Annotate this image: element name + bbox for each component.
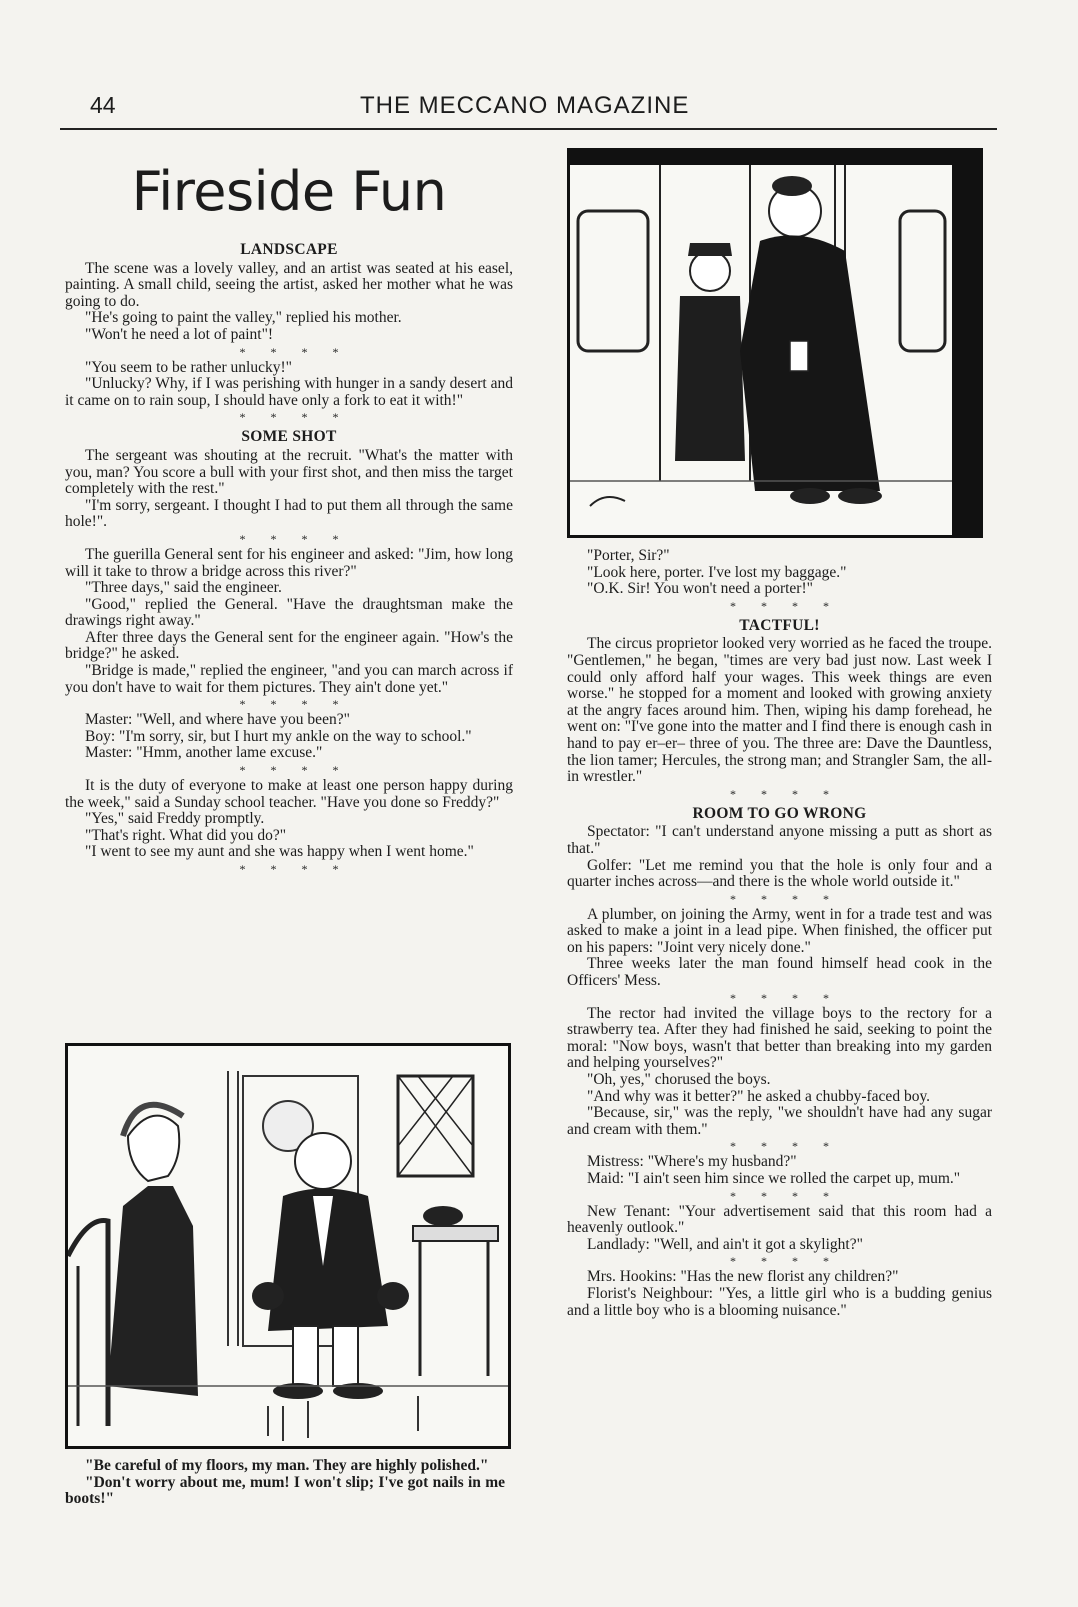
paragraph: "Because, sir," was the reply, "we shouldn't have had any sugar and cream with them." — [567, 1104, 992, 1138]
paragraph: After three days the General sent for the engineer again. "How's the bridge?" he asked. — [65, 628, 513, 663]
paragraph: "O.K. Sir! You won't need a porter!" — [587, 580, 813, 598]
paragraph: The circus proprietor looked very worried as he faced the troupe. "Gentlemen," he began, "times are very bad just now. Last week I could only afford half your wages. This week things are even worse." he stopped for a moment and looked with growing anxiety at the angry faces around him. Then, wiping his damp forehead, he went on: "I've gone into the matter and I find there is enough cash in hand to pay er–er– three of you. The three are: Dave the Dauntless, the lion tamer; Hercules, the strong man; and Strangler Sam, the all-in wrestler." — [567, 635, 992, 786]
paragraph: "And why was it better?" he asked a chubby-faced boy. — [587, 1087, 931, 1105]
paragraph: The sergeant was shouting at the recruit. "What's the matter with you, man? You score a bull with your first shot, and then miss the target completely with the rest." — [65, 446, 513, 498]
separator-stars: * * * * — [239, 763, 339, 778]
page-title: Fireside Fun — [131, 160, 447, 223]
cartoon-caption-left — [65, 1458, 505, 1508]
separator-stars: * * * * — [239, 697, 339, 712]
paragraph: "Bridge is made," replied the engineer, "and you can march across if you don't have to wait for them pictures. They ain't done yet." — [65, 662, 513, 696]
caption-line: "Don't worry about me, mum! I won't slip; I've got nails in me boots!" — [65, 1473, 505, 1508]
caption-line: "Be careful of my floors, my man. They are highly polished." — [85, 1457, 489, 1474]
paragraph: A plumber, on joining the Army, went in for a trade test and was asked to make a joint in a lead pipe. When finished, the officer put on his papers: "Joint very nicely done." — [567, 905, 992, 956]
paragraph: "Won't he need a lot of paint"! — [85, 325, 274, 343]
page-number: 44 — [90, 92, 116, 118]
heading-some-shot: SOME SHOT — [241, 428, 337, 446]
paragraph: Master: "Well, and where have you been?" — [85, 711, 350, 729]
paragraph: "Porter, Sir?" — [587, 547, 670, 564]
separator-stars: * * * * — [730, 598, 829, 613]
paragraph: Boy: "I'm sorry, sir, but I hurt my ankle on the way to school." — [85, 727, 472, 745]
paragraph: The rector had invited the village boys to the rectory for a strawberry tea. After they had finished he said, seeking to point the moral: "Now boys, wasn't that better than breaking into my garden and helping yourselves?" — [567, 1004, 992, 1072]
paragraph: Landlady: "Well, and ain't it got a skylight?" — [587, 1235, 863, 1253]
separator-stars: * * * * — [730, 1254, 829, 1269]
paragraph: Three weeks later the man found himself head cook in the Officers' Mess. — [567, 955, 992, 990]
paragraph: "Oh, yes," chorused the boys. — [587, 1071, 771, 1089]
left-column — [65, 150, 513, 877]
paragraph: The guerilla General sent for his engineer and asked: "Jim, how long will it take to throw a bridge across this river?" — [65, 545, 513, 580]
cartoon-porter-illustration — [567, 148, 983, 538]
paragraph: Spectator: "I can't understand anyone missing a putt as short as that." — [567, 823, 992, 857]
paragraph: "Three days," said the engineer. — [85, 579, 282, 597]
heading-landscape: LANDSCAPE — [240, 241, 338, 258]
paragraph: "I'm sorry, sergeant. I thought I had to put them all through the same hole!". — [65, 496, 513, 531]
paragraph: Golfer: "Let me remind you that the hole is only four and a quarter inches across—and there is the whole world outside it." — [567, 856, 992, 891]
paragraph: Master: "Hmm, another lame excuse." — [85, 744, 323, 762]
paragraph: Florist's Neighbour: "Yes, a little girl who is a budding genius and a little boy who is a blooming nuisance." — [567, 1284, 992, 1319]
separator-stars: * * * * — [239, 862, 339, 876]
paragraph: "He's going to paint the valley," replied his mother. — [85, 309, 402, 327]
right-column — [567, 548, 992, 1319]
separator-stars: * * * * — [239, 410, 339, 425]
separator-stars: * * * * — [730, 990, 829, 1005]
cartoon-drawing — [68, 1046, 508, 1446]
paragraph: Mrs. Hookins: "Has the new florist any children?" — [587, 1268, 899, 1286]
separator-stars: * * * * — [730, 1188, 829, 1203]
paragraph: Maid: "I ain't seen him since we rolled the carpet up, mum." — [587, 1170, 961, 1187]
heading-room-to-go-wrong: ROOM TO GO WRONG — [692, 804, 867, 822]
paragraph: "Yes," said Freddy promptly. — [85, 810, 265, 828]
paragraph: "Unlucky? Why, if I was perishing with hunger in a sandy desert and it came on to rain soup, I should have only a fork to eat it with!" — [65, 375, 513, 409]
heading-tactful: TACTFUL! — [739, 616, 820, 634]
cartoon-drawing — [570, 151, 980, 535]
paragraph: "That's right. What did you do?" — [85, 826, 287, 844]
header-rule — [60, 128, 997, 130]
paragraph: The scene was a lovely valley, and an artist was seated at his easel, painting. A small child, seeing the artist, asked her mother what he was going to do. — [65, 259, 513, 310]
separator-stars: * * * * — [239, 531, 339, 546]
separator-stars: * * * * — [730, 1139, 829, 1154]
separator-stars: * * * * — [239, 344, 339, 359]
cartoon-floors-illustration — [65, 1043, 511, 1449]
paragraph: "You seem to be rather unlucky!" — [85, 358, 292, 376]
paragraph: Mistress: "Where's my husband?" — [587, 1153, 797, 1171]
separator-stars: * * * * — [730, 786, 829, 801]
paragraph: "Good," replied the General. "Have the draughtsman make the drawings right away." — [65, 595, 513, 630]
magazine-title: THE MECCANO MAGAZINE — [360, 92, 690, 119]
paragraph: "I went to see my aunt and she was happy when I went home." — [85, 843, 474, 861]
paragraph: New Tenant: "Your advertisement said that this room had a heavenly outlook." — [567, 1202, 992, 1237]
paragraph: "Look here, porter. I've lost my baggage." — [587, 563, 847, 581]
separator-stars: * * * * — [730, 891, 829, 906]
paragraph: It is the duty of everyone to make at least one person happy during the week," said a Sunday school teacher. "Have you done so Freddy?" — [65, 777, 513, 811]
